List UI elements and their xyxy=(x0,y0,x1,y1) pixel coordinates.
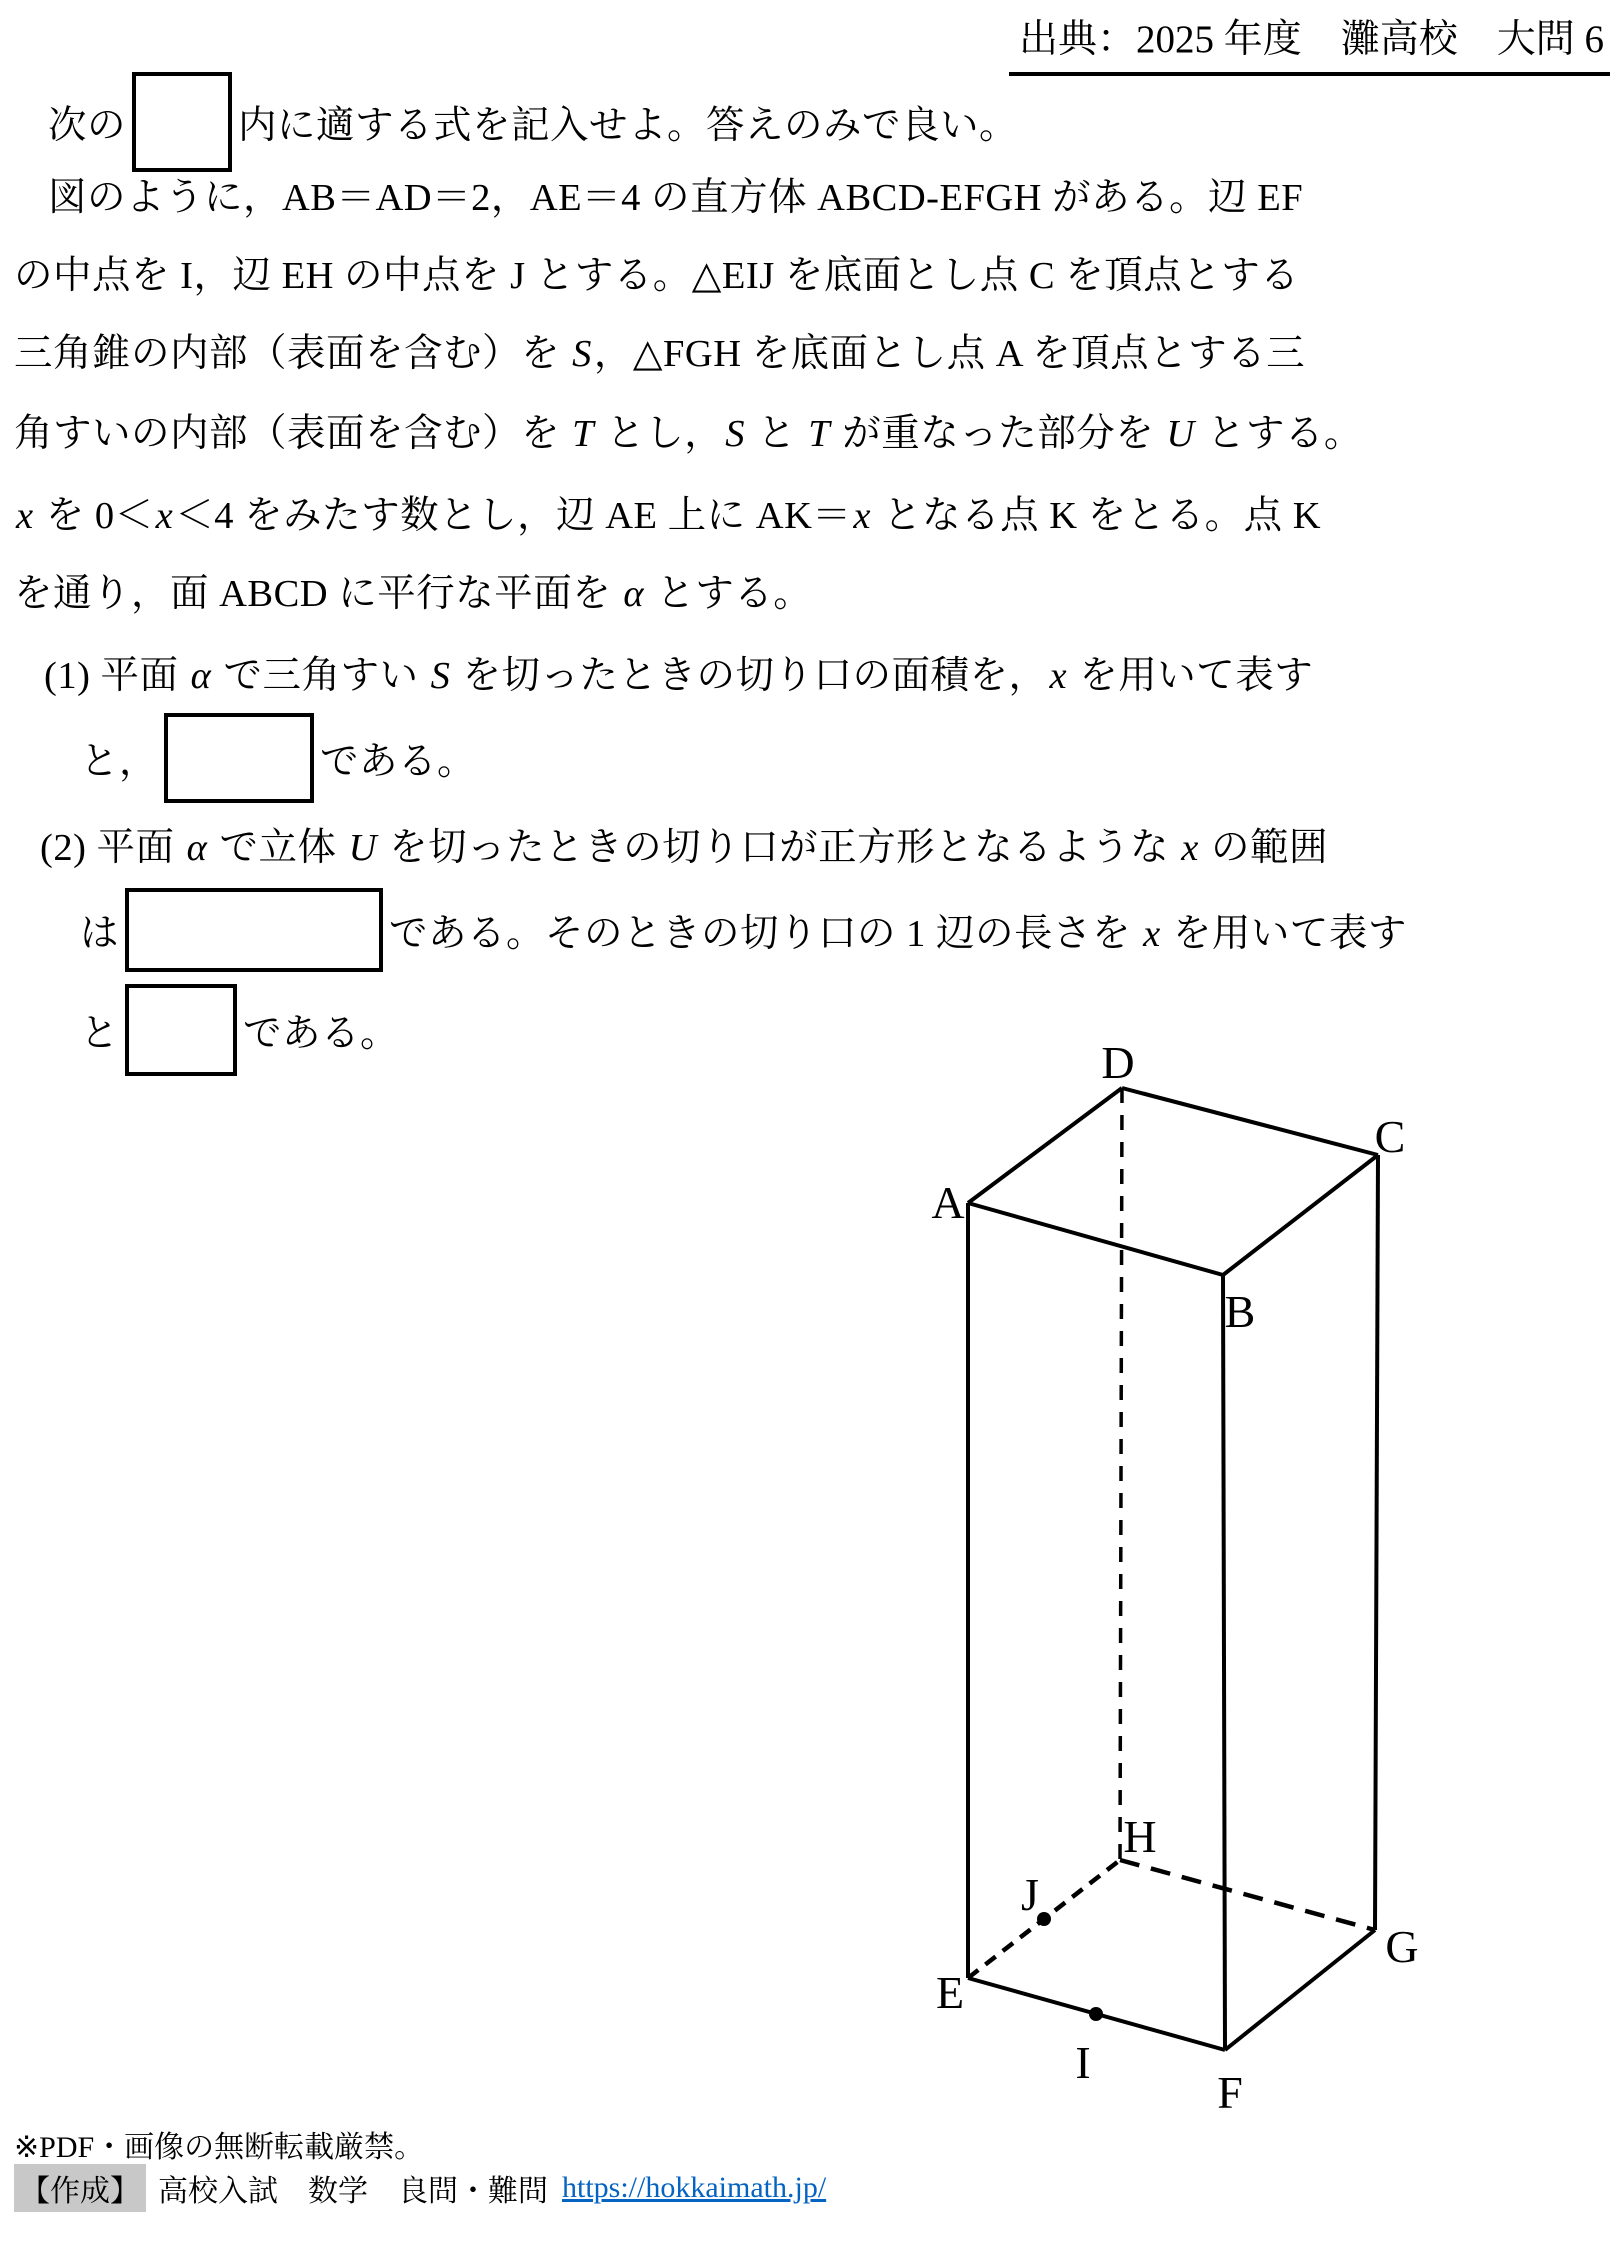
credit-line xyxy=(14,2164,826,2212)
math-variable: x xyxy=(155,494,174,537)
problem-line-6-text: を通り，面 ABCD に平行な平面を α とする。 xyxy=(14,572,813,615)
edge-AD xyxy=(968,1088,1122,1203)
problem-line-4-text: 角すいの内部（表面を含む）を T とし，S と T が重なった部分を U とする。 xyxy=(14,412,1363,455)
edge-CG xyxy=(1375,1155,1378,1930)
answer-box-q2-length xyxy=(125,984,237,1076)
math-variable: α xyxy=(623,572,645,615)
problem-line-2 xyxy=(14,238,1299,306)
math-variable: T xyxy=(572,412,595,455)
midpoint-J-dot xyxy=(1037,1912,1051,1926)
midpoint-I-dot xyxy=(1089,2007,1103,2021)
problem-line-2-text: の中点を I，辺 EH の中点を J とする。△EIJ を底面とし点 C を頂点とする xyxy=(14,254,1300,297)
math-variable: T xyxy=(808,412,831,455)
q2-answer2-post: である。 xyxy=(243,1012,400,1055)
math-variable: S xyxy=(572,332,592,375)
q1-answer-pre: と， xyxy=(80,740,159,783)
problem-line-1-text: 図のように，AB＝AD＝2，AE＝4 の直方体 ABCD-EFGH がある。辺 EF xyxy=(48,176,1304,219)
problem-line-6 xyxy=(14,556,812,624)
question-1-line xyxy=(44,638,1313,706)
q1-answer-post: である。 xyxy=(320,740,477,783)
math-variable: S xyxy=(430,654,451,697)
label-J: J xyxy=(1021,1869,1039,1920)
q2-answer2-pre: と xyxy=(80,1012,120,1055)
credit-tag: 【作成】 xyxy=(14,2164,146,2212)
edge-HG-dashed xyxy=(1120,1860,1375,1930)
math-variable: U xyxy=(1166,412,1195,455)
label-H: H xyxy=(1123,1811,1157,1862)
problem-line-3-text: 三角錐の内部（表面を含む）を S，△FGH を底面とし点 A を頂点とする三 xyxy=(14,332,1306,375)
problem-line-5 xyxy=(14,478,1321,546)
question-2-answer-line-2 xyxy=(80,980,399,1080)
edge-BA xyxy=(968,1203,1223,1275)
math-variable: α xyxy=(190,654,212,697)
math-variable: x xyxy=(16,494,34,537)
math-variable: x xyxy=(1181,826,1199,869)
label-I: I xyxy=(1075,2037,1091,2088)
question-1-text: (1) 平面 α で三角すい S を切ったときの切り口の面積を，x を用いて表す xyxy=(44,654,1314,697)
math-variable: x xyxy=(1049,654,1068,697)
problem-line-4 xyxy=(14,396,1363,464)
label-A: A xyxy=(931,1177,965,1228)
problem-line-5-text: x を 0＜x＜4 をみたす数とし，辺 AE 上に AK＝x となる点 K をとる。点 K xyxy=(16,494,1322,537)
math-variable: x xyxy=(853,494,871,537)
math-variable: x xyxy=(1143,912,1161,955)
q2-answer1-post: である。そのときの切り口の 1 辺の長さを x を用いて表す xyxy=(389,912,1407,955)
question-2-text: (2) 平面 α で立体 U を切ったときの切り口が正方形となるような x の範囲 xyxy=(40,826,1328,869)
answer-box-q2-range xyxy=(125,888,383,972)
edge-BF xyxy=(1223,1275,1225,2050)
answer-box-intro xyxy=(132,72,232,172)
math-variable: S xyxy=(725,412,745,455)
hokkaimath-link[interactable]: https://hokkaimath.jp/ xyxy=(562,2171,827,2204)
instruction-pre: 次の xyxy=(48,104,127,147)
source-header: 出典：2025 年度 灘高校 大問 6 xyxy=(1009,8,1610,76)
math-variable: α xyxy=(186,826,208,869)
instruction-post: 内に適する式を記入せよ。答えのみで良い。 xyxy=(238,104,1019,147)
copyright-notice: ※PDF・画像の無断転載厳禁。 xyxy=(14,2131,425,2164)
question-2-answer-line-1 xyxy=(80,880,1407,980)
label-G: G xyxy=(1385,1921,1419,1972)
q2-answer1-pre: は xyxy=(80,912,120,955)
edge-FG xyxy=(1225,1930,1375,2050)
problem-line-1 xyxy=(48,160,1303,228)
edge-CB xyxy=(1223,1155,1378,1275)
label-D: D xyxy=(1101,1037,1135,1088)
question-1-answer-line xyxy=(80,708,476,808)
label-E: E xyxy=(935,1967,965,2018)
problem-line-3 xyxy=(14,316,1305,384)
answer-box-q1 xyxy=(164,713,314,803)
label-C: C xyxy=(1374,1111,1406,1162)
credit-text: 高校入試 数学 良問・難問 xyxy=(158,2175,548,2208)
label-B: B xyxy=(1224,1286,1256,1337)
prism-figure xyxy=(900,1030,1460,2140)
edge-DH-dashed xyxy=(1120,1088,1122,1860)
edge-DC xyxy=(1122,1088,1378,1155)
label-F: F xyxy=(1217,2067,1243,2118)
math-variable: U xyxy=(348,826,377,869)
question-2-line xyxy=(40,810,1328,878)
